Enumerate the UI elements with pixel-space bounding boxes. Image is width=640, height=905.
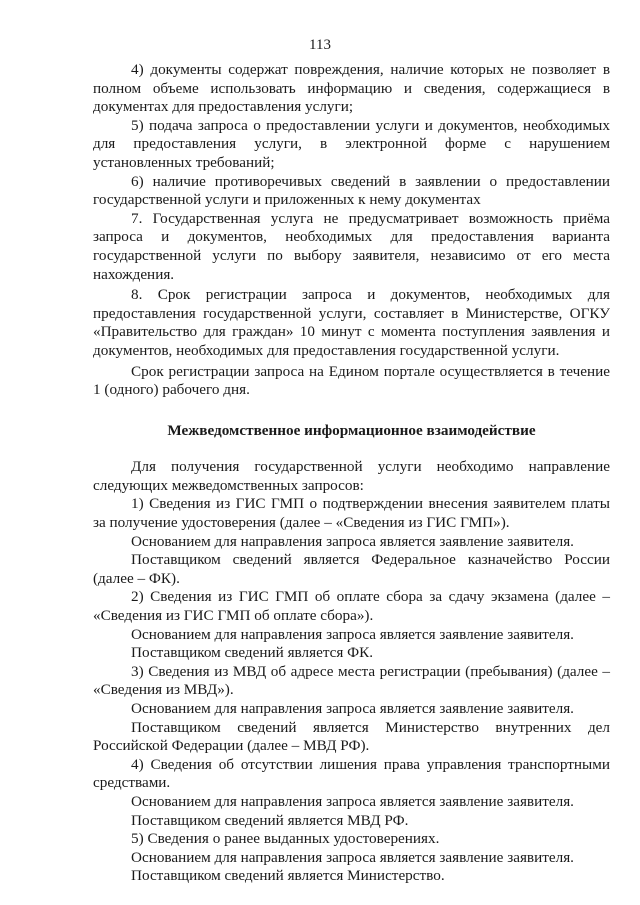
paragraph-request-4: 4) Сведения об отсутствии лишения права управления транспортными средствами.	[93, 755, 610, 792]
page-number: 113	[309, 37, 331, 53]
paragraph-request-2: 2) Сведения из ГИС ГМП об оплате сбора за сдачу экзамена (далее – «Сведения из ГИС ГМП об оплате сбора»).	[93, 588, 610, 625]
paragraph-portal-registration: Срок регистрации запроса на Едином портале осуществляется в течение 1 (одного) рабочего дня.	[93, 362, 610, 399]
paragraph-basis-5: Основанием для направления запроса является заявление заявителя.	[131, 848, 574, 866]
document-body	[93, 61, 610, 886]
paragraph-item-4: 4) документы содержат повреждения, наличие которых не позволяет в полном объеме использовать информацию и сведения, содержащиеся в документах для предоставления услуги;	[93, 61, 610, 116]
paragraph-provider-3: Поставщиком сведений является Министерство внутренних дел Российской Федерации (далее – МВД РФ).	[93, 718, 610, 755]
paragraph-basis-3: Основанием для направления запроса является заявление заявителя.	[131, 700, 574, 717]
paragraph-request-5: 5) Сведения о ранее выданных удостоверениях.	[131, 830, 440, 848]
paragraph-basis-4: Основанием для направления запроса является заявление заявителя.	[131, 792, 574, 810]
paragraph-provider-1: Поставщиком сведений является Федеральное казначейство России (далее – ФК).	[93, 551, 610, 587]
paragraph-item-5: 5) подача запроса о предоставлении услуги и документов, необходимых для предоставления услуги, в электронной форме с нарушением установленных требований;	[93, 116, 610, 171]
paragraph-clause-7: 7. Государственная услуга не предусматривает возможность приёма запроса и документов, необходимых для предоставления варианта государственной услуги по выбору заявителя, независимо от его места нахождения.	[93, 209, 610, 283]
paragraph-basis-2: Основанием для направления запроса является заявление заявителя.	[131, 625, 574, 643]
paragraph-provider-2: Поставщиком сведений является ФК.	[131, 644, 374, 662]
paragraph-intro: Для получения государственной услуги необходимо направление следующих межведомственных запросов:	[93, 458, 610, 494]
paragraph-request-1: 1) Сведения из ГИС ГМП о подтверждении внесения заявителем платы за получение удостоверения (далее – «Сведения из ГИС ГМП»).	[93, 495, 610, 532]
paragraph-clause-8: 8. Срок регистрации запроса и документов, необходимых для предоставления государственной услуги, составляет в Министерстве, ОГКУ «Правительство для граждан» 10 минут с момента поступления заявления и документов, необходимых для предоставления государственной услуги.	[93, 286, 610, 359]
paragraph-request-3: 3) Сведения из МВД об адресе места регистрации (пребывания) (далее – «Сведения из МВД»).	[93, 662, 610, 699]
paragraph-basis-1: Основанием для направления запроса является заявление заявителя.	[131, 532, 574, 550]
paragraph-provider-4: Поставщиком сведений является МВД РФ.	[131, 811, 409, 829]
paragraph-item-6: 6) наличие противоречивых сведений в заявлении о предоставлении государственной услуги и приложенных к нему документах	[93, 172, 610, 209]
section-heading: Межведомственное информационное взаимодействие	[167, 421, 536, 439]
paragraph-provider-5: Поставщиком сведений является Министерство.	[131, 867, 445, 885]
